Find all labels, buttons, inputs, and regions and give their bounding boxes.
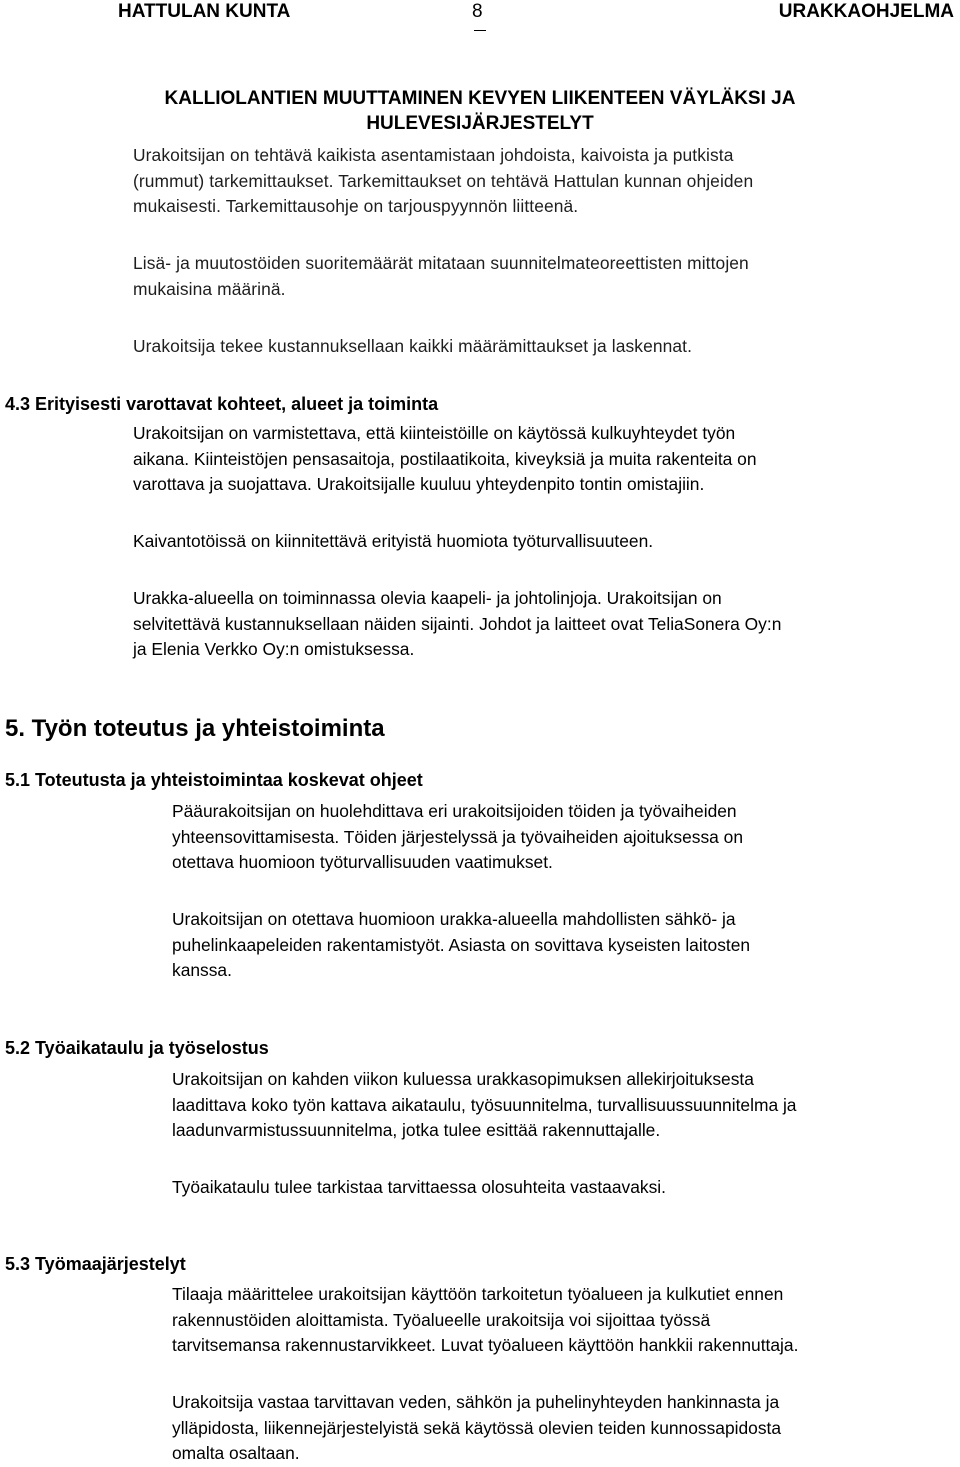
section-5-2-paragraph-2 bbox=[172, 1175, 666, 1201]
text-line: varottava ja suojattava. Urakoitsijalle kuuluu yhteydenpito tontin omistajiin. bbox=[133, 474, 705, 494]
text-line: Urakoitsijan on otettava huomioon urakka-alueella mahdollisten sähkö- ja bbox=[172, 909, 736, 929]
document-title-line-1: KALLIOLANTIEN MUUTTAMINEN KEVYEN LIIKENTEEN VÄYLÄKSI JA bbox=[164, 88, 796, 109]
text-line: Urakoitsijan on kahden viikon kuluessa urakkasopimuksen allekirjoituksesta bbox=[172, 1069, 754, 1089]
text-line: puhelinkaapeleiden rakentamistyöt. Asiasta on sovittava kyseisten laitosten bbox=[172, 934, 751, 955]
section-4-3-paragraph-1 bbox=[133, 421, 757, 498]
section-5-3-heading: 5.3 Työmaajärjestelyt bbox=[5, 1254, 186, 1274]
text-line: Työaikataulu tulee tarkistaa tarvittaessa olosuhteita vastaavaksi. bbox=[172, 1177, 666, 1197]
text-line: ja Elenia Verkko Oy:n omistuksessa. bbox=[133, 639, 415, 659]
text-line: aikana. Kiinteistöjen pensasaitoja, postilaatikoita, kiveyksiä ja muita rakenteita on bbox=[133, 448, 757, 469]
intro-paragraph-3 bbox=[133, 334, 692, 360]
section-5-2-heading: 5.2 Työaikataulu ja työselostus bbox=[5, 1038, 269, 1058]
page-number-underline bbox=[474, 30, 486, 31]
text-line: (rummut) tarkemittaukset. Tarkemittaukset on tehtävä Hattulan kunnan ohjeiden bbox=[133, 170, 754, 191]
section-5-2-paragraph-1 bbox=[172, 1067, 796, 1144]
text-line: tarvitsemansa rakennustarvikkeet. Luvat työalueen käyttöön hankkii rakennuttaja. bbox=[172, 1335, 799, 1355]
section-5-heading: 5. Työn toteutus ja yhteistoiminta bbox=[5, 715, 385, 742]
section-5-1-paragraph-1 bbox=[172, 799, 743, 876]
text-line: mukaisina määrinä. bbox=[133, 278, 286, 299]
text-line: ylläpidosta, liikennejärjestelyistä sekä käytössä olevien teiden kunnossapidosta bbox=[172, 1417, 782, 1438]
intro-paragraph-1 bbox=[133, 143, 753, 220]
text-line: Kaivantotöissä on kiinnitettävä erityistä huomiota työturvallisuuteen. bbox=[133, 531, 654, 551]
text-line: Urakoitsijan on varmistettava, että kiinteistöille on käytössä kulkuyhteydet työn bbox=[133, 423, 736, 443]
section-5-3-paragraph-1 bbox=[172, 1282, 798, 1359]
text-line: Urakoitsijan on tehtävä kaikista asentamistaan johdoista, kaivoista ja putkista bbox=[133, 145, 734, 165]
document-title bbox=[0, 86, 960, 136]
intro-paragraph-2 bbox=[133, 251, 749, 302]
text-line: Tilaaja määrittelee urakoitsijan käyttöön tarkoitetun työalueen ja kulkutiet ennen bbox=[172, 1284, 784, 1304]
text-line: Urakoitsija tekee kustannuksellaan kaikki määrämittaukset ja laskennat. bbox=[133, 336, 693, 356]
section-5-1-heading: 5.1 Toteutusta ja yhteistoimintaa koskevat ohjeet bbox=[5, 770, 423, 790]
header-page-number: 8 bbox=[472, 1, 483, 22]
text-line: laadunvarmistussuunnitelma, jotka tulee esittää rakennuttajalle. bbox=[172, 1120, 661, 1140]
section-4-3-paragraph-2 bbox=[133, 529, 653, 555]
text-line: kanssa. bbox=[172, 960, 232, 980]
section-5-1-paragraph-2 bbox=[172, 907, 750, 984]
text-line: omalta osaltaan. bbox=[172, 1443, 300, 1463]
text-line: selvitettävä kustannuksellaan näiden sijainti. Johdot ja laitteet ovat TeliaSonera Oy:n bbox=[133, 613, 782, 634]
text-line: otettava huomioon työturvallisuuden vaatimukset. bbox=[172, 852, 553, 872]
text-line: Urakka-alueella on toiminnassa olevia kaapeli- ja johtolinjoja. Urakoitsijan on bbox=[133, 588, 722, 608]
section-4-3-heading: 4.3 Erityisesti varottavat kohteet, alueet ja toiminta bbox=[5, 394, 439, 414]
section-5-3-paragraph-2 bbox=[172, 1390, 781, 1467]
header-municipality: HATTULAN KUNTA bbox=[118, 1, 291, 22]
text-line: Lisä- ja muutostöiden suoritemäärät mitataan suunnitelmateoreettisten mittojen bbox=[133, 253, 749, 273]
text-line: rakennustöiden aloittamista. Työalueelle urakoitsija voi sijoittaa työssä bbox=[172, 1309, 711, 1330]
text-line: laadittava koko työn kattava aikataulu, työsuunnitelma, turvallisuussuunnitelma ja bbox=[172, 1094, 797, 1115]
section-4-3-paragraph-3 bbox=[133, 586, 781, 663]
text-line: yhteensovittamisesta. Töiden järjestelyssä ja työvaiheiden ajoituksessa on bbox=[172, 826, 743, 847]
header-document-type: URAKKAOHJELMA bbox=[778, 1, 954, 22]
document-title-line-2: HULEVESIJÄRJESTELYT bbox=[366, 113, 594, 134]
text-line: Urakoitsija vastaa tarvittavan veden, sähkön ja puhelinyhteyden hankinnasta ja bbox=[172, 1392, 780, 1412]
text-line: Pääurakoitsijan on huolehdittava eri urakoitsijoiden töiden ja työvaiheiden bbox=[172, 801, 737, 821]
text-line: mukaisesti. Tarkemittausohje on tarjouspyynnön liitteenä. bbox=[133, 196, 579, 216]
